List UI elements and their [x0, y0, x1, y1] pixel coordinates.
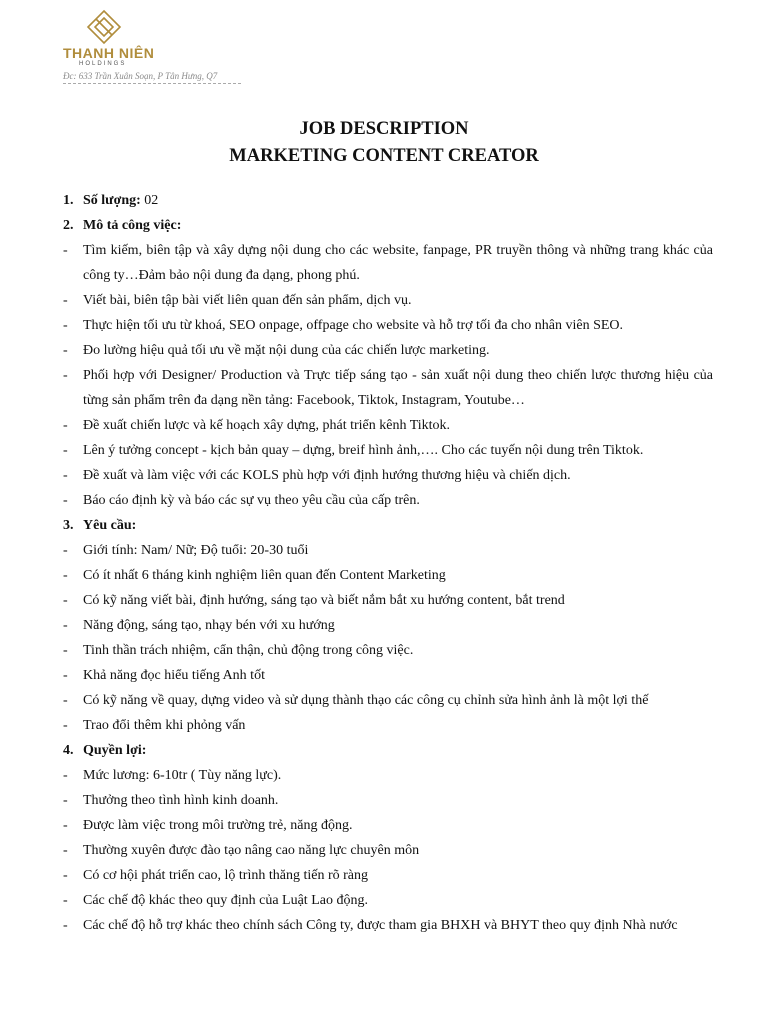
- list-item-text: Được làm việc trong môi trường trẻ, năng động.: [83, 818, 353, 833]
- bullet-dash: -: [63, 493, 68, 508]
- bullet-dash: -: [63, 718, 68, 733]
- list-item: [63, 688, 713, 713]
- list-item: [63, 863, 713, 888]
- bullet-dash: -: [63, 443, 68, 458]
- list-item: [63, 713, 713, 738]
- list-item-text: Giới tính: Nam/ Nữ; Độ tuổi: 20-30 tuổi: [83, 543, 309, 558]
- list-item-text: Đề xuất chiến lược và kế hoạch xây dựng, phát triển kênh Tiktok.: [83, 418, 451, 433]
- company-address: Đc: 633 Trần Xuân Soạn, P Tân Hưng, Q7: [63, 71, 218, 81]
- list-item: [63, 588, 713, 613]
- list-item-text: Tinh thần trách nhiệm, cẩn thận, chủ động trong công việc.: [83, 643, 414, 658]
- bullet-dash: -: [63, 343, 68, 358]
- bullet-dash: -: [63, 368, 68, 383]
- bullet-dash: -: [63, 893, 68, 908]
- list-item: [63, 363, 713, 413]
- list-item-text: Phối hợp với Designer/ Production và Trực tiếp sáng tạo - sản xuất nội dung theo chiến lược thương hiệu của từng sản phẩm trên đa dạng nền tảng: Facebook, Tiktok, Instagram, Youtube…: [83, 368, 713, 408]
- list-item: [63, 338, 713, 363]
- list-item-text: Có cơ hội phát triển cao, lộ trình thăng tiến rõ ràng: [83, 868, 368, 883]
- bullet-dash: -: [63, 568, 68, 583]
- bullet-dash: -: [63, 618, 68, 633]
- company-logo: [63, 8, 243, 68]
- list-item: [63, 563, 713, 588]
- company-name: THANH NIÊN: [63, 45, 155, 61]
- section-number: 4.: [63, 743, 74, 758]
- bullet-dash: -: [63, 868, 68, 883]
- list-item-text: Thực hiện tối ưu từ khoá, SEO onpage, offpage cho website và hỗ trợ tối đa cho nhân viên SEO.: [83, 318, 624, 333]
- bullet-dash: -: [63, 843, 68, 858]
- list-item: [63, 663, 713, 688]
- list-item: [63, 438, 713, 463]
- list-item: [63, 613, 713, 638]
- bullet-dash: -: [63, 768, 68, 783]
- section-title: Quyền lợi:: [83, 743, 147, 758]
- list-item-text: Có kỹ năng viết bài, định hướng, sáng tạo và biết nắm bắt xu hướng content, bắt trend: [83, 593, 565, 608]
- list-item: [63, 288, 713, 313]
- document-title: [0, 116, 768, 170]
- bullet-dash: -: [63, 418, 68, 433]
- list-item: [63, 913, 713, 938]
- list-item-text: Có kỹ năng về quay, dựng video và sử dụng thành thạo các công cụ chỉnh sửa hình ảnh là một lợi thế: [83, 693, 649, 708]
- list-item: [63, 788, 713, 813]
- bullet-dash: -: [63, 593, 68, 608]
- header-divider: [63, 83, 241, 84]
- diamond-logo-icon: [65, 8, 143, 48]
- list-item: [63, 488, 713, 513]
- list-item: [63, 763, 713, 788]
- bullet-dash: -: [63, 293, 68, 308]
- list-item: [63, 238, 713, 288]
- list-item: [63, 888, 713, 913]
- list-item-text: Đo lường hiệu quả tối ưu về mặt nội dung của các chiến lược marketing.: [83, 343, 490, 358]
- title-line-1: JOB DESCRIPTION: [299, 119, 469, 139]
- section-number: 2.: [63, 218, 74, 233]
- bullet-dash: -: [63, 793, 68, 808]
- bullet-dash: -: [63, 818, 68, 833]
- list-item-text: Đề xuất và làm việc với các KOLS phù hợp với định hướng thương hiệu và chiến dịch.: [83, 468, 571, 483]
- list-item-text: Viết bài, biên tập bài viết liên quan đến sản phẩm, dịch vụ.: [83, 293, 412, 308]
- list-item-text: Thường xuyên được đào tạo nâng cao năng lực chuyên môn: [83, 843, 420, 858]
- section-title: Yêu cầu:: [83, 518, 137, 533]
- title-line-2: MARKETING CONTENT CREATOR: [229, 146, 539, 166]
- list-item-text: Báo cáo định kỳ và báo các sự vụ theo yêu cầu của cấp trên.: [83, 493, 420, 508]
- list-item-text: Thưởng theo tình hình kinh doanh.: [83, 793, 279, 808]
- bullet-dash: -: [63, 468, 68, 483]
- bullet-dash: -: [63, 318, 68, 333]
- list-item-text: Tìm kiếm, biên tập và xây dựng nội dung cho các website, fanpage, PR truyền thông và những trang khác của công ty…Đảm bảo nội dung đa dạng, phong phú.: [83, 243, 713, 283]
- list-item-text: Khả năng đọc hiểu tiếng Anh tốt: [83, 668, 265, 683]
- bullet-dash: -: [63, 668, 68, 683]
- list-item: [63, 813, 713, 838]
- bullet-dash: -: [63, 918, 68, 933]
- list-item-text: Các chế độ khác theo quy định của Luật Lao động.: [83, 893, 368, 908]
- section-heading: [63, 738, 713, 763]
- letterhead: [63, 8, 243, 84]
- list-item-text: Lên ý tưởng concept - kịch bản quay – dựng, breif hình ảnh,…. Cho các tuyến nội dung trên Tiktok.: [83, 443, 644, 458]
- section-number: 1.: [63, 193, 74, 208]
- list-item-text: Năng động, sáng tạo, nhạy bén với xu hướng: [83, 618, 335, 633]
- document-body: [63, 188, 713, 938]
- section-title: Số lượng:: [83, 193, 141, 208]
- section-title: Mô tả công việc:: [83, 218, 182, 233]
- list-item-text: Mức lương: 6-10tr ( Tùy năng lực).: [83, 768, 282, 783]
- list-item: [63, 413, 713, 438]
- list-item-text: Có ít nhất 6 tháng kinh nghiệm liên quan đến Content Marketing: [83, 568, 446, 583]
- list-item: [63, 638, 713, 663]
- section-heading: [63, 513, 713, 538]
- section-heading: [63, 188, 713, 213]
- bullet-dash: -: [63, 543, 68, 558]
- bullet-dash: -: [63, 243, 68, 258]
- list-item: [63, 463, 713, 488]
- bullet-dash: -: [63, 643, 68, 658]
- bullet-dash: -: [63, 693, 68, 708]
- list-item-text: Trao đổi thêm khi phỏng vấn: [83, 718, 246, 733]
- list-item: [63, 538, 713, 563]
- company-subname: HOLDINGS: [79, 61, 127, 67]
- list-item-text: Các chế độ hỗ trợ khác theo chính sách Công ty, được tham gia BHXH và BHYT theo quy định Nhà nước: [83, 918, 678, 933]
- section-heading: [63, 213, 713, 238]
- section-value: 02: [144, 193, 159, 208]
- list-item: [63, 838, 713, 863]
- list-item: [63, 313, 713, 338]
- section-number: 3.: [63, 518, 74, 533]
